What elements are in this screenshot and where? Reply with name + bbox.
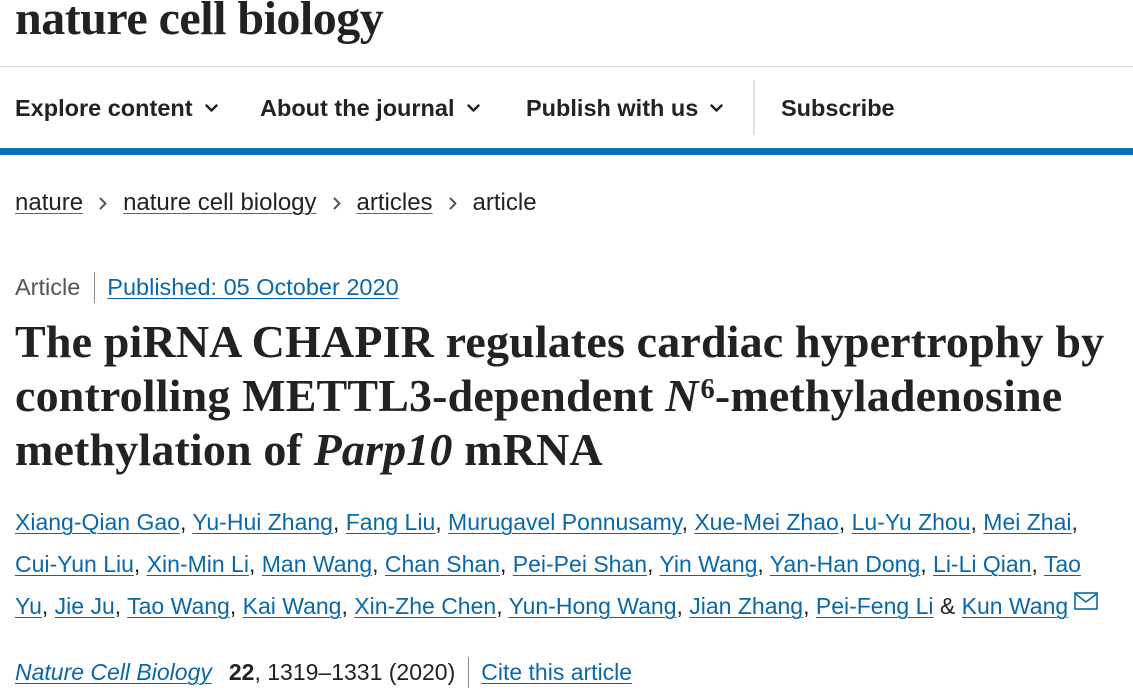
subscribe-link[interactable]: Subscribe	[781, 95, 895, 121]
journal-name-link[interactable]: Nature Cell Biology	[15, 659, 212, 685]
breadcrumb-link-journal[interactable]: nature cell biology	[123, 189, 317, 216]
title-text: controlling METTL3-dependent	[15, 370, 666, 421]
author-separator: ,	[803, 593, 816, 619]
author-link[interactable]: Tao Wang	[127, 593, 230, 619]
article-meta	[15, 272, 399, 302]
article-type: Article	[15, 274, 81, 300]
header-divider	[0, 66, 1133, 67]
volume-number: 22	[228, 659, 255, 685]
author-link[interactable]: Kun Wang	[961, 593, 1069, 619]
cite-this-article-link[interactable]: Cite this article	[481, 659, 633, 685]
author-link[interactable]: Fang Liu	[345, 509, 436, 535]
brand-bar	[0, 148, 1133, 155]
author-final-joiner: &	[933, 593, 962, 619]
title-text: methylation of	[15, 424, 314, 475]
chevron-down-icon	[710, 104, 723, 112]
author-separator: ,	[1031, 551, 1044, 577]
title-italic: N	[665, 370, 699, 421]
nav-publish-with-us[interactable]	[526, 93, 723, 123]
author-separator: ,	[341, 593, 355, 619]
author-separator: ,	[970, 509, 984, 535]
author-link[interactable]: Man Wang	[261, 551, 373, 577]
citation-line	[15, 657, 632, 687]
author-separator: ,	[332, 509, 346, 535]
title-text: -methyladenosine	[714, 370, 1063, 421]
meta-divider	[94, 272, 95, 303]
author-list	[15, 501, 1120, 627]
author-names	[15, 509, 1081, 619]
author-link[interactable]: Chan Shan	[384, 551, 500, 577]
author-link[interactable]: Pei-Feng Li	[815, 593, 934, 619]
breadcrumb	[15, 188, 537, 218]
author-separator: ,	[500, 551, 513, 577]
author-separator: ,	[838, 509, 852, 535]
author-link[interactable]: Yin Wang	[659, 551, 758, 577]
author-separator: ,	[114, 593, 128, 619]
author-link[interactable]: Kai Wang	[242, 593, 342, 619]
author-link[interactable]: Cui-Yun Liu	[15, 551, 134, 577]
chevron-right-icon	[333, 197, 341, 210]
author-separator: ,	[920, 551, 934, 577]
nav-about-the-journal[interactable]	[260, 93, 480, 123]
nav-label: About the journal	[260, 95, 455, 121]
author-link[interactable]: Yu-Hui Zhang	[192, 509, 333, 535]
author-separator: ,	[496, 593, 509, 619]
author-separator: ,	[676, 593, 690, 619]
nav-label: Publish with us	[526, 95, 699, 121]
chevron-down-icon	[467, 104, 480, 112]
author-link[interactable]: Yan-Han Dong	[769, 551, 921, 577]
title-line	[15, 423, 1104, 477]
chevron-down-icon	[205, 104, 218, 112]
author-separator: ,	[372, 551, 385, 577]
breadcrumb-current: article	[472, 189, 537, 216]
author-link[interactable]: Xiang-Qian Gao	[15, 509, 180, 535]
title-line	[15, 369, 1104, 423]
corresponding-author-email[interactable]	[1068, 593, 1098, 619]
journal-logo[interactable]: nature cell biology	[15, 0, 384, 45]
author-link[interactable]: Pei-Pei Shan	[512, 551, 648, 577]
published-date-link[interactable]: Published: 05 October 2020	[107, 274, 399, 300]
breadcrumb-link-articles[interactable]: articles	[356, 189, 433, 216]
author-link[interactable]: Li-Li Qian	[933, 551, 1032, 577]
envelope-icon[interactable]	[1074, 592, 1098, 610]
pages-and-year: , 1319–1331 (2020)	[254, 659, 456, 685]
author-link[interactable]: Xin-Zhe Chen	[354, 593, 497, 619]
nav-label: Explore content	[15, 95, 193, 121]
chevron-right-icon	[449, 197, 457, 210]
chevron-right-icon	[99, 197, 107, 210]
citation-divider	[468, 657, 469, 688]
nav-explore-content[interactable]	[15, 93, 218, 123]
nav-divider	[753, 80, 755, 135]
author-link[interactable]: Tao Yu	[15, 551, 1081, 619]
title-line: The piRNA CHAPIR regulates cardiac hypertrophy by	[15, 316, 1105, 367]
author-separator: ,	[757, 551, 770, 577]
author-link[interactable]: Yun-Hong Wang	[508, 593, 677, 619]
title-text: mRNA	[452, 424, 603, 475]
author-separator: ,	[248, 551, 262, 577]
title-superscript: 6	[700, 374, 715, 406]
author-separator: ,	[179, 509, 193, 535]
author-link[interactable]: Murugavel Ponnusamy	[448, 509, 682, 535]
author-link[interactable]: Jie Ju	[54, 593, 115, 619]
author-separator: ,	[41, 593, 55, 619]
article-title	[15, 315, 1104, 477]
author-separator: ,	[229, 593, 243, 619]
author-link[interactable]: Jian Zhang	[689, 593, 804, 619]
author-link[interactable]: Xue-Mei Zhao	[694, 509, 839, 535]
author-separator: ,	[133, 551, 147, 577]
breadcrumb-link-nature[interactable]: nature	[15, 189, 84, 216]
author-link[interactable]: Mei Zhai	[983, 509, 1072, 535]
author-separator: ,	[435, 509, 449, 535]
author-link[interactable]: Lu-Yu Zhou	[851, 509, 971, 535]
author-separator: ,	[1071, 509, 1078, 535]
author-separator: ,	[681, 509, 695, 535]
author-link[interactable]: Xin-Min Li	[146, 551, 249, 577]
author-separator: ,	[647, 551, 660, 577]
title-italic: Parp10	[313, 424, 453, 475]
